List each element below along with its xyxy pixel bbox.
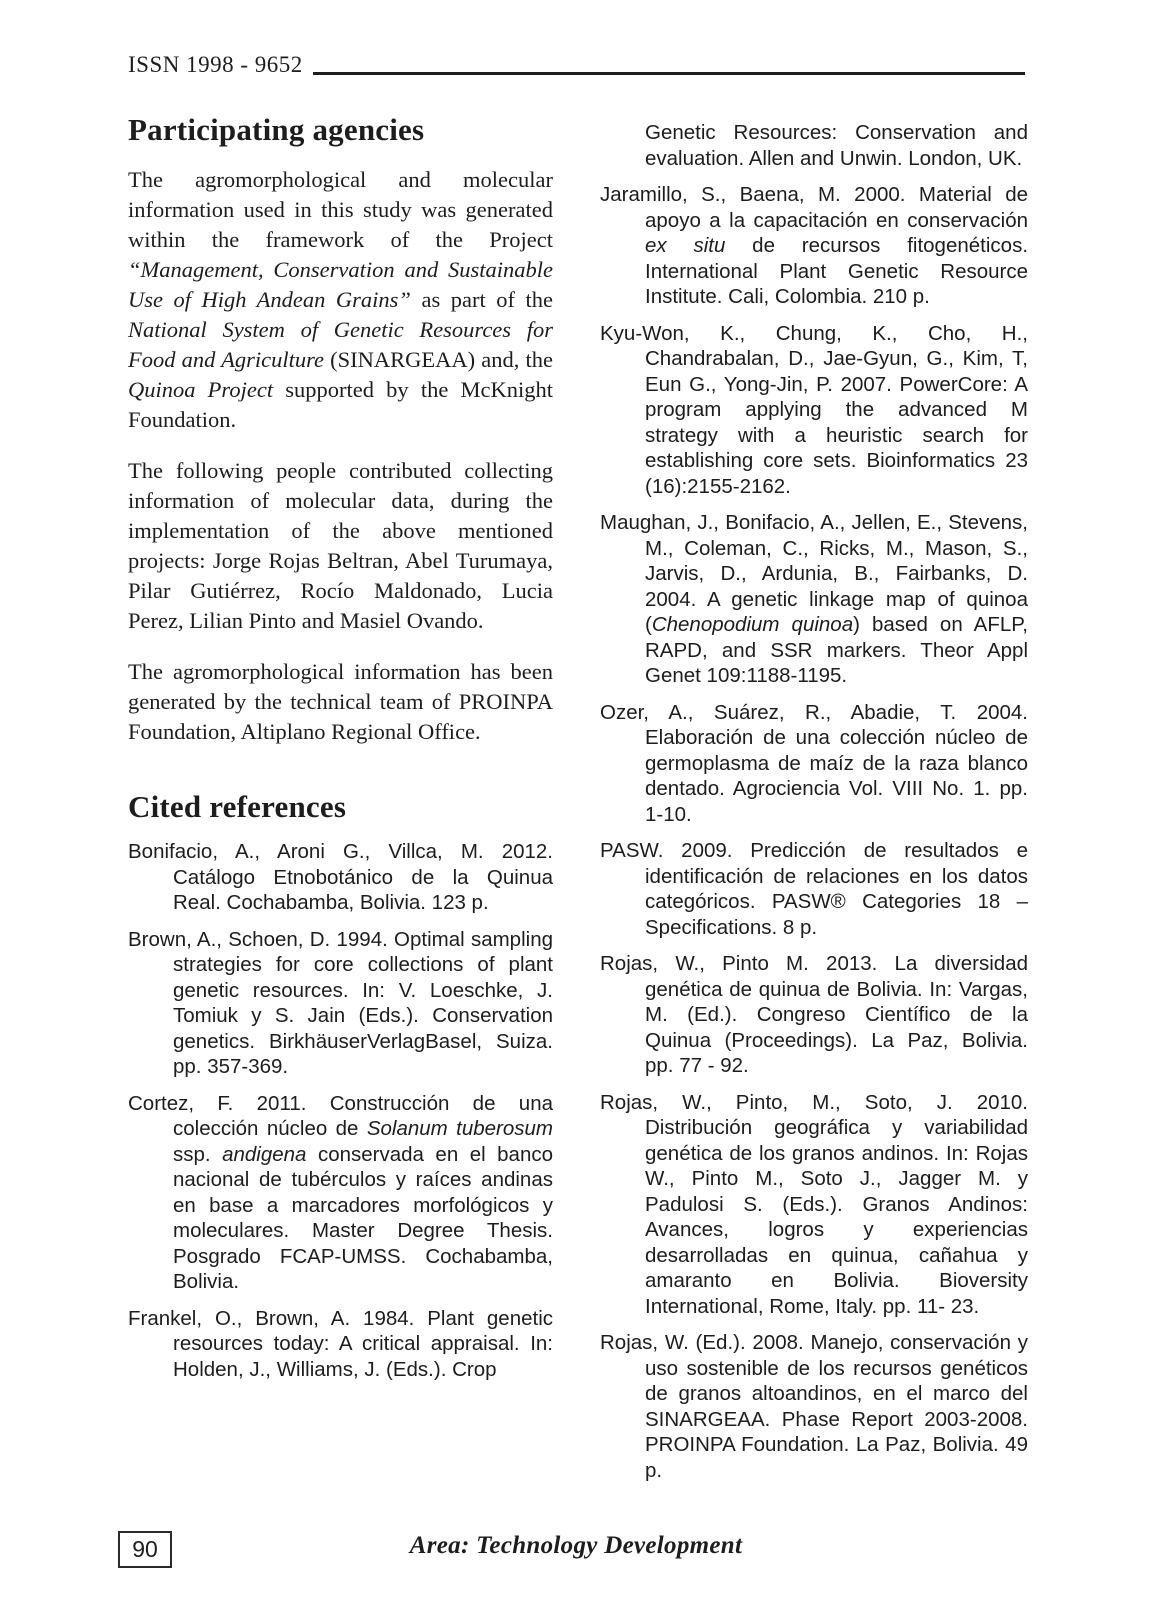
text-run-italic: “Management, Conservation and Sustainable Use of High Andean Grains” <box>128 256 553 312</box>
text-run-italic: Quinoa Project <box>128 376 274 402</box>
text-run: supported by the McKnight Foundation. <box>128 376 554 432</box>
reference-item <box>128 839 553 916</box>
left-column <box>128 112 553 1494</box>
reference-item <box>600 510 1028 689</box>
reference-item <box>128 1306 553 1383</box>
reference-item <box>600 951 1028 1079</box>
two-column-layout <box>128 112 1028 1494</box>
footer-area-label: Area: Technology Development <box>409 1532 743 1559</box>
paragraph: The agromorphological information has been generated by the technical team of PROINPA Foundation, Altiplano Regional Office. <box>128 658 553 744</box>
issn-header: ISSN 1998 - 9652 <box>128 52 303 77</box>
reference-item <box>600 838 1028 940</box>
text-run: PASW. 2009. Predicción de resultados e identificación de relaciones en los datos categóricos. PASW® Categories 18 – Specifications. 8 p. <box>600 839 1028 939</box>
header-rule <box>313 72 1025 75</box>
text-run: Genetic Resources: Conservation and evaluation. Allen and Unwin. London, UK. <box>645 121 1028 170</box>
text-run: as part of the <box>410 286 553 312</box>
text-run: Maughan, J., Bonifacio, A., Jellen, E., Stevens, M., Coleman, C., Ricks, M., Mason, S., Jarvis, D., Ardunia, B., Fairbanks, D. 2004. A genetic linkage map of quinoa ( <box>600 511 1028 636</box>
text-run-italic: andigena <box>222 1142 307 1166</box>
text-run: Frankel, O., Brown, A. 1984. Plant genetic resources today: A critical appraisal. In: Holden, J., Williams, J. (Eds.). Crop <box>128 1306 553 1381</box>
paragraph: The following people contributed collecting information of molecular data, during the implementation of the above mentioned projects: Jorge Rojas Beltran, Abel Turumaya, Pilar Gutiérrez, Rocío Maldonado, Lucia Perez, Lilian Pinto and Masiel Ovando. <box>128 457 553 633</box>
text-run: Rojas, W., Pinto, M., Soto, J. 2010. Distribución geográfica y variabilidad genética de los granos andinos. In: Rojas W., Pinto M., Soto J., Jagger M. y Padulosi S. (Eds.). Granos Andinos: Avances, logros y experiencias desarrolladas en quinua, cañahua y amaranto en Bolivia. Bioversity International, Rome, Italy. pp. 11- 23. <box>600 1090 1028 1318</box>
text-run: ssp. <box>173 1142 223 1166</box>
page-number: 90 <box>132 1536 158 1562</box>
reference-item <box>600 182 1028 310</box>
text-run: Kyu-Won, K., Chung, K., Cho, H., Chandrabalan, D., Jae-Gyun, G., Kim, T, Eun G., Yong-Jin, P. 2007. PowerCore: A program applying the advanced M strategy with a heuristic search for establishing core sets. Bioinformatics 23 (16):2155-2162. <box>600 321 1028 498</box>
reference-item-continuation <box>600 120 1028 171</box>
section-title-cited-references: Cited references <box>128 788 347 824</box>
text-run: Cortez, F. 2011. Construcción de una colección núcleo de <box>128 1091 553 1141</box>
paragraph <box>128 165 553 435</box>
text-run-italic: Solanum tuberosum <box>366 1117 553 1141</box>
reference-item <box>600 1090 1028 1320</box>
text-run: Jaramillo, S., Baena, M. 2000. Material de apoyo a la capacitación en conservación <box>600 183 1028 232</box>
text-run-italic: Chenopodium quinoa <box>651 613 854 636</box>
reference-item <box>600 1330 1028 1483</box>
reference-item <box>128 927 553 1080</box>
text-run: Ozer, A., Suárez, R., Abadie, T. 2004. Elaboración de una colección núcleo de germoplasma de maíz de la raza blanco dentado. Agrociencia Vol. VIII No. 1. pp. 1-10. <box>600 700 1028 826</box>
text-run: conservada en el banco nacional de tubérculos y raíces andinas en base a marcadores morfológicos y moleculares. Master Degree Thesis. Posgrado FCAP-UMSS. Cochabamba, Bolivia. <box>173 1142 553 1294</box>
text-run-italic: ex situ <box>645 234 726 257</box>
text-run: Bonifacio, A., Aroni G., Villca, M. 2012. Catálogo Etnobotánico de la Quinua Real. Cochabamba, Bolivia. 123 p. <box>128 840 553 915</box>
text-run: de recursos fitogenéticos. International Plant Genetic Resource Institute. Cali, Colombia. 210 p. <box>645 234 1029 308</box>
text-run: Rojas, W. (Ed.). 2008. Manejo, conservación y uso sostenible de los recursos genéticos de granos altoandinos, en el marco del SINARGEAA. Phase Report 2003-2008. PROINPA Foundation. La Paz, Bolivia. 49 p. <box>600 1331 1028 1482</box>
reference-item <box>128 1091 553 1295</box>
reference-item <box>600 700 1028 828</box>
reference-item <box>600 321 1028 500</box>
right-column <box>600 112 1028 1494</box>
text-run: ) based on AFLP, RAPD, and SSR markers. Theor Appl Genet 109:1188-1195. <box>645 613 1028 687</box>
text-run-italic: National System of Genetic Resources for Food and Agriculture <box>128 316 553 372</box>
text-run: The agromorphological and molecular information used in this study was generated within the framework of the Project <box>128 166 553 252</box>
text-run: (SINARGEAA) and, the <box>324 346 553 372</box>
text-run: Rojas, W., Pinto M. 2013. La diversidad genética de quinua de Bolivia. In: Vargas, M. (Ed.). Congreso Científico de la Quinua (Proceedings). La Paz, Bolivia. pp. 77 - 92. <box>600 952 1028 1077</box>
text-run: Brown, A., Schoen, D. 1994. Optimal sampling strategies for core collections of plant genetic resources. In: V. Loeschke, J. Tomiuk y S. Jain (Eds.). Conservation genetics. BirkhäuserVerlagBasel, Suiza. pp. 357-369. <box>128 927 553 1079</box>
section-title-participating-agencies: Participating agencies <box>128 112 425 147</box>
